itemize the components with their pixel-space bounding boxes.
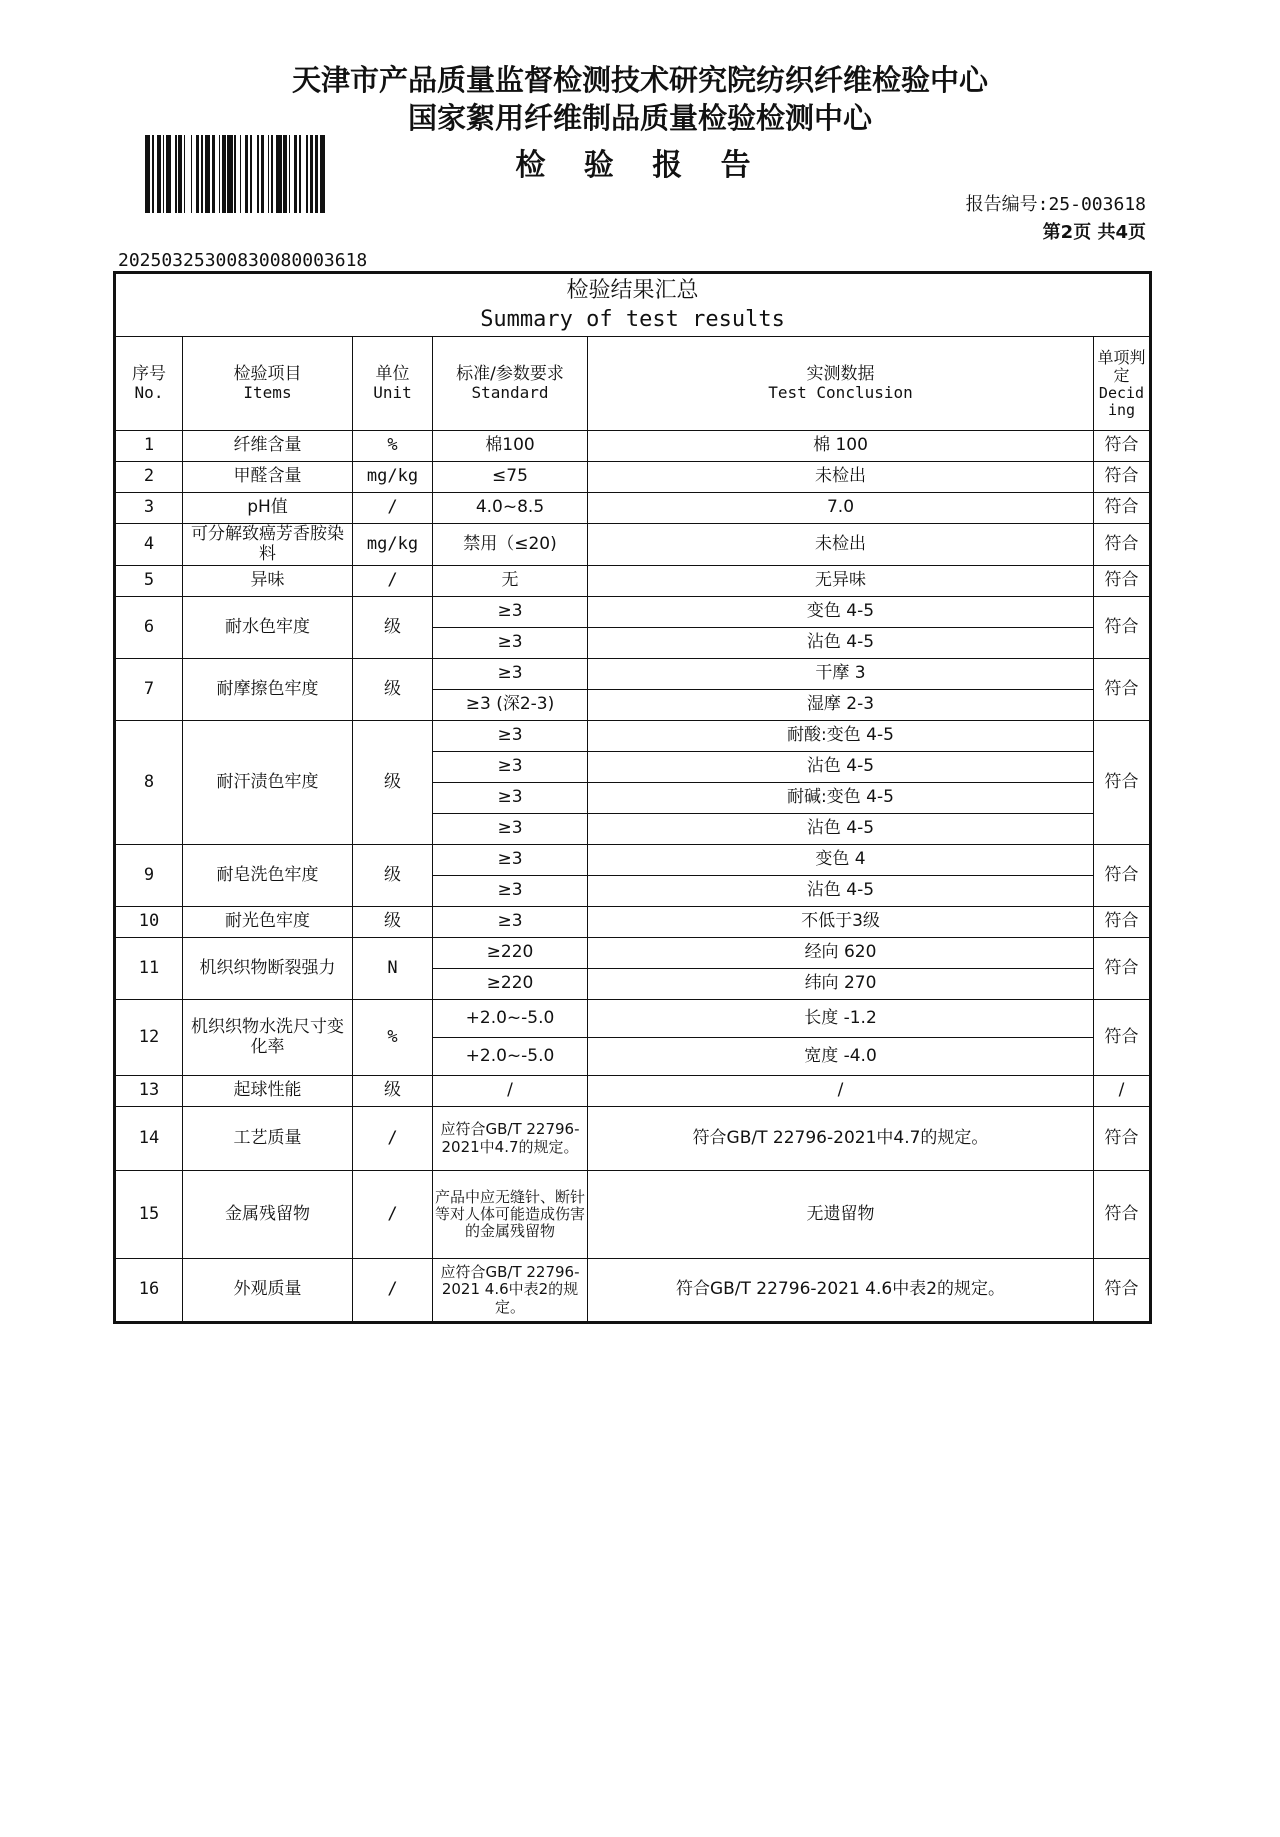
table-title-en: Summary of test results	[480, 307, 785, 332]
row-number: 5	[115, 566, 183, 597]
result-cell: 耐碱:变色 4-5	[588, 783, 1094, 814]
table-row	[115, 431, 1151, 462]
decision-cell: 符合	[1094, 938, 1151, 1000]
item-name: 起球性能	[183, 1076, 353, 1107]
unit-cell: mg/kg	[353, 524, 433, 566]
standard-cell: ≥3	[433, 752, 588, 783]
row-number: 2	[115, 462, 183, 493]
table-row	[115, 659, 1151, 690]
result-cell: 无遗留物	[588, 1171, 1094, 1259]
decision-cell: 符合	[1094, 1259, 1151, 1323]
decision-cell: 符合	[1094, 524, 1151, 566]
standard-cell: 棉100	[433, 431, 588, 462]
result-cell: 耐酸:变色 4-5	[588, 721, 1094, 752]
report-title: 检 验 报 告	[515, 148, 765, 183]
decision-cell: 符合	[1094, 1171, 1151, 1259]
standard-cell: 产品中应无缝针、断针等对人体可能造成伤害的金属残留物	[433, 1171, 588, 1259]
result-cell: /	[588, 1076, 1094, 1107]
row-number: 15	[115, 1171, 183, 1259]
col-header-unit	[353, 337, 433, 431]
table-row	[115, 1171, 1151, 1259]
result-cell: 长度 -1.2	[588, 1000, 1094, 1038]
item-name: 纤维含量	[183, 431, 353, 462]
page-info: 第2页 共4页	[1042, 222, 1146, 243]
decision-cell: 符合	[1094, 431, 1151, 462]
table-row	[115, 1259, 1151, 1323]
standard-cell: ≥3	[433, 628, 588, 659]
table-row	[115, 493, 1151, 524]
serial-number: 20250325300830080003618	[118, 250, 368, 271]
standard-cell: 禁用（≤20)	[433, 524, 588, 566]
result-cell: 纬向 270	[588, 969, 1094, 1000]
results-table	[113, 271, 1152, 1324]
col-header-item-cn: 检验项目	[233, 363, 302, 384]
row-number: 7	[115, 659, 183, 721]
table-row	[115, 462, 1151, 493]
standard-cell: ≥3	[433, 783, 588, 814]
row-number: 14	[115, 1107, 183, 1171]
standard-cell: 应符合GB/T 22796-2021中4.7的规定。	[433, 1107, 588, 1171]
item-name: 耐汗渍色牢度	[183, 721, 353, 845]
row-number: 6	[115, 597, 183, 659]
col-header-item	[183, 337, 353, 431]
standard-cell: 无	[433, 566, 588, 597]
table-row	[115, 1107, 1151, 1171]
result-cell: 棉 100	[588, 431, 1094, 462]
col-header-no-en: No.	[134, 383, 164, 403]
row-number: 8	[115, 721, 183, 845]
decision-cell: 符合	[1094, 659, 1151, 721]
col-header-standard	[433, 337, 588, 431]
table-row	[115, 597, 1151, 628]
result-cell: 经向 620	[588, 938, 1094, 969]
standard-cell: ≥3	[433, 597, 588, 628]
table-row	[115, 938, 1151, 969]
result-cell: 湿摩 2-3	[588, 690, 1094, 721]
col-header-unit-en: Unit	[373, 383, 412, 403]
result-cell: 无异味	[588, 566, 1094, 597]
standard-cell: ≥3	[433, 845, 588, 876]
col-header-standard-en: Standard	[471, 383, 549, 403]
result-cell: 宽度 -4.0	[588, 1038, 1094, 1076]
item-name: 耐光色牢度	[183, 907, 353, 938]
col-header-standard-cn: 标准/参数要求	[456, 363, 564, 384]
table-row	[115, 721, 1151, 752]
table-row	[115, 566, 1151, 597]
row-number: 13	[115, 1076, 183, 1107]
standard-cell: ≥3	[433, 876, 588, 907]
report-number: 报告编号:25-003618	[965, 194, 1146, 215]
standard-cell: ≥3	[433, 659, 588, 690]
decision-cell: 符合	[1094, 493, 1151, 524]
result-cell: 变色 4	[588, 845, 1094, 876]
col-header-deciding-cn: 单项判定	[1097, 347, 1146, 385]
result-cell: 沾色 4-5	[588, 876, 1094, 907]
col-header-result-cn: 实测数据	[806, 363, 875, 384]
barcode-image	[145, 135, 327, 213]
unit-cell: /	[353, 1107, 433, 1171]
item-name: 机织织物断裂强力	[183, 938, 353, 1000]
unit-cell: %	[353, 1000, 433, 1076]
unit-cell: /	[353, 566, 433, 597]
unit-cell: 级	[353, 659, 433, 721]
col-header-no	[115, 337, 183, 431]
table-title-cn: 检验结果汇总	[566, 278, 699, 303]
unit-cell: 级	[353, 907, 433, 938]
col-header-no-cn: 序号	[132, 363, 166, 384]
unit-cell: 级	[353, 845, 433, 907]
row-number: 3	[115, 493, 183, 524]
row-number: 16	[115, 1259, 183, 1323]
decision-cell: /	[1094, 1076, 1151, 1107]
standard-cell: ≥3	[433, 814, 588, 845]
result-cell: 沾色 4-5	[588, 752, 1094, 783]
result-cell: 变色 4-5	[588, 597, 1094, 628]
unit-cell: /	[353, 1259, 433, 1323]
item-name: 耐摩擦色牢度	[183, 659, 353, 721]
table-row	[115, 524, 1151, 566]
standard-cell: ≥3	[433, 721, 588, 752]
unit-cell: mg/kg	[353, 462, 433, 493]
decision-cell: 符合	[1094, 566, 1151, 597]
standard-cell: ≥220	[433, 969, 588, 1000]
standard-cell: 应符合GB/T 22796-2021 4.6中表2的规定。	[433, 1259, 588, 1323]
org-name-line1: 天津市产品质量监督检测技术研究院纺织纤维检验中心	[291, 63, 988, 97]
standard-cell: ≤75	[433, 462, 588, 493]
standard-cell: ≥3	[433, 907, 588, 938]
unit-cell: /	[353, 493, 433, 524]
col-header-unit-cn: 单位	[375, 363, 410, 384]
col-header-item-en: Items	[243, 383, 292, 403]
decision-cell: 符合	[1094, 845, 1151, 907]
decision-cell: 符合	[1094, 1000, 1151, 1076]
decision-cell: 符合	[1094, 907, 1151, 938]
result-cell: 沾色 4-5	[588, 814, 1094, 845]
result-cell: 未检出	[588, 462, 1094, 493]
table-body	[115, 431, 1151, 1323]
table-row	[115, 1000, 1151, 1038]
result-cell: 未检出	[588, 524, 1094, 566]
col-header-deciding-en: Deciding	[1098, 384, 1145, 419]
unit-cell: 级	[353, 597, 433, 659]
table-row	[115, 845, 1151, 876]
standard-cell: /	[433, 1076, 588, 1107]
item-name: pH值	[183, 493, 353, 524]
standard-cell: 4.0~8.5	[433, 493, 588, 524]
col-header-result	[588, 337, 1094, 431]
row-number: 9	[115, 845, 183, 907]
org-name-line2: 国家絮用纤维制品质量检验检测中心	[407, 101, 872, 135]
result-cell: 符合GB/T 22796-2021 4.6中表2的规定。	[588, 1259, 1094, 1323]
unit-cell: 级	[353, 721, 433, 845]
row-number: 12	[115, 1000, 183, 1076]
standard-cell: ≥220	[433, 938, 588, 969]
item-name: 外观质量	[183, 1259, 353, 1323]
decision-cell: 符合	[1094, 597, 1151, 659]
item-name: 甲醛含量	[183, 462, 353, 493]
decision-cell: 符合	[1094, 721, 1151, 845]
unit-cell: %	[353, 431, 433, 462]
decision-cell: 符合	[1094, 462, 1151, 493]
row-number: 4	[115, 524, 183, 566]
row-number: 11	[115, 938, 183, 1000]
item-name: 耐皂洗色牢度	[183, 845, 353, 907]
standard-cell: ≥3 (深2-3)	[433, 690, 588, 721]
table-title	[115, 273, 1151, 337]
standard-cell: +2.0~-5.0	[433, 1038, 588, 1076]
item-name: 异味	[183, 566, 353, 597]
item-name: 耐水色牢度	[183, 597, 353, 659]
col-header-deciding	[1094, 337, 1151, 431]
item-name: 机织织物水洗尺寸变化率	[183, 1000, 353, 1076]
item-name: 金属残留物	[183, 1171, 353, 1259]
result-cell: 符合GB/T 22796-2021中4.7的规定。	[588, 1107, 1094, 1171]
col-header-result-en: Test Conclusion	[768, 383, 913, 403]
row-number: 1	[115, 431, 183, 462]
table-row	[115, 1076, 1151, 1107]
row-number: 10	[115, 907, 183, 938]
item-name: 工艺质量	[183, 1107, 353, 1171]
unit-cell: 级	[353, 1076, 433, 1107]
unit-cell: /	[353, 1171, 433, 1259]
table-row	[115, 907, 1151, 938]
result-cell: 干摩 3	[588, 659, 1094, 690]
item-name: 可分解致癌芳香胺染料	[183, 524, 353, 566]
unit-cell: N	[353, 938, 433, 1000]
result-cell: 沾色 4-5	[588, 628, 1094, 659]
result-cell: 不低于3级	[588, 907, 1094, 938]
result-cell: 7.0	[588, 493, 1094, 524]
standard-cell: +2.0~-5.0	[433, 1000, 588, 1038]
decision-cell: 符合	[1094, 1107, 1151, 1171]
